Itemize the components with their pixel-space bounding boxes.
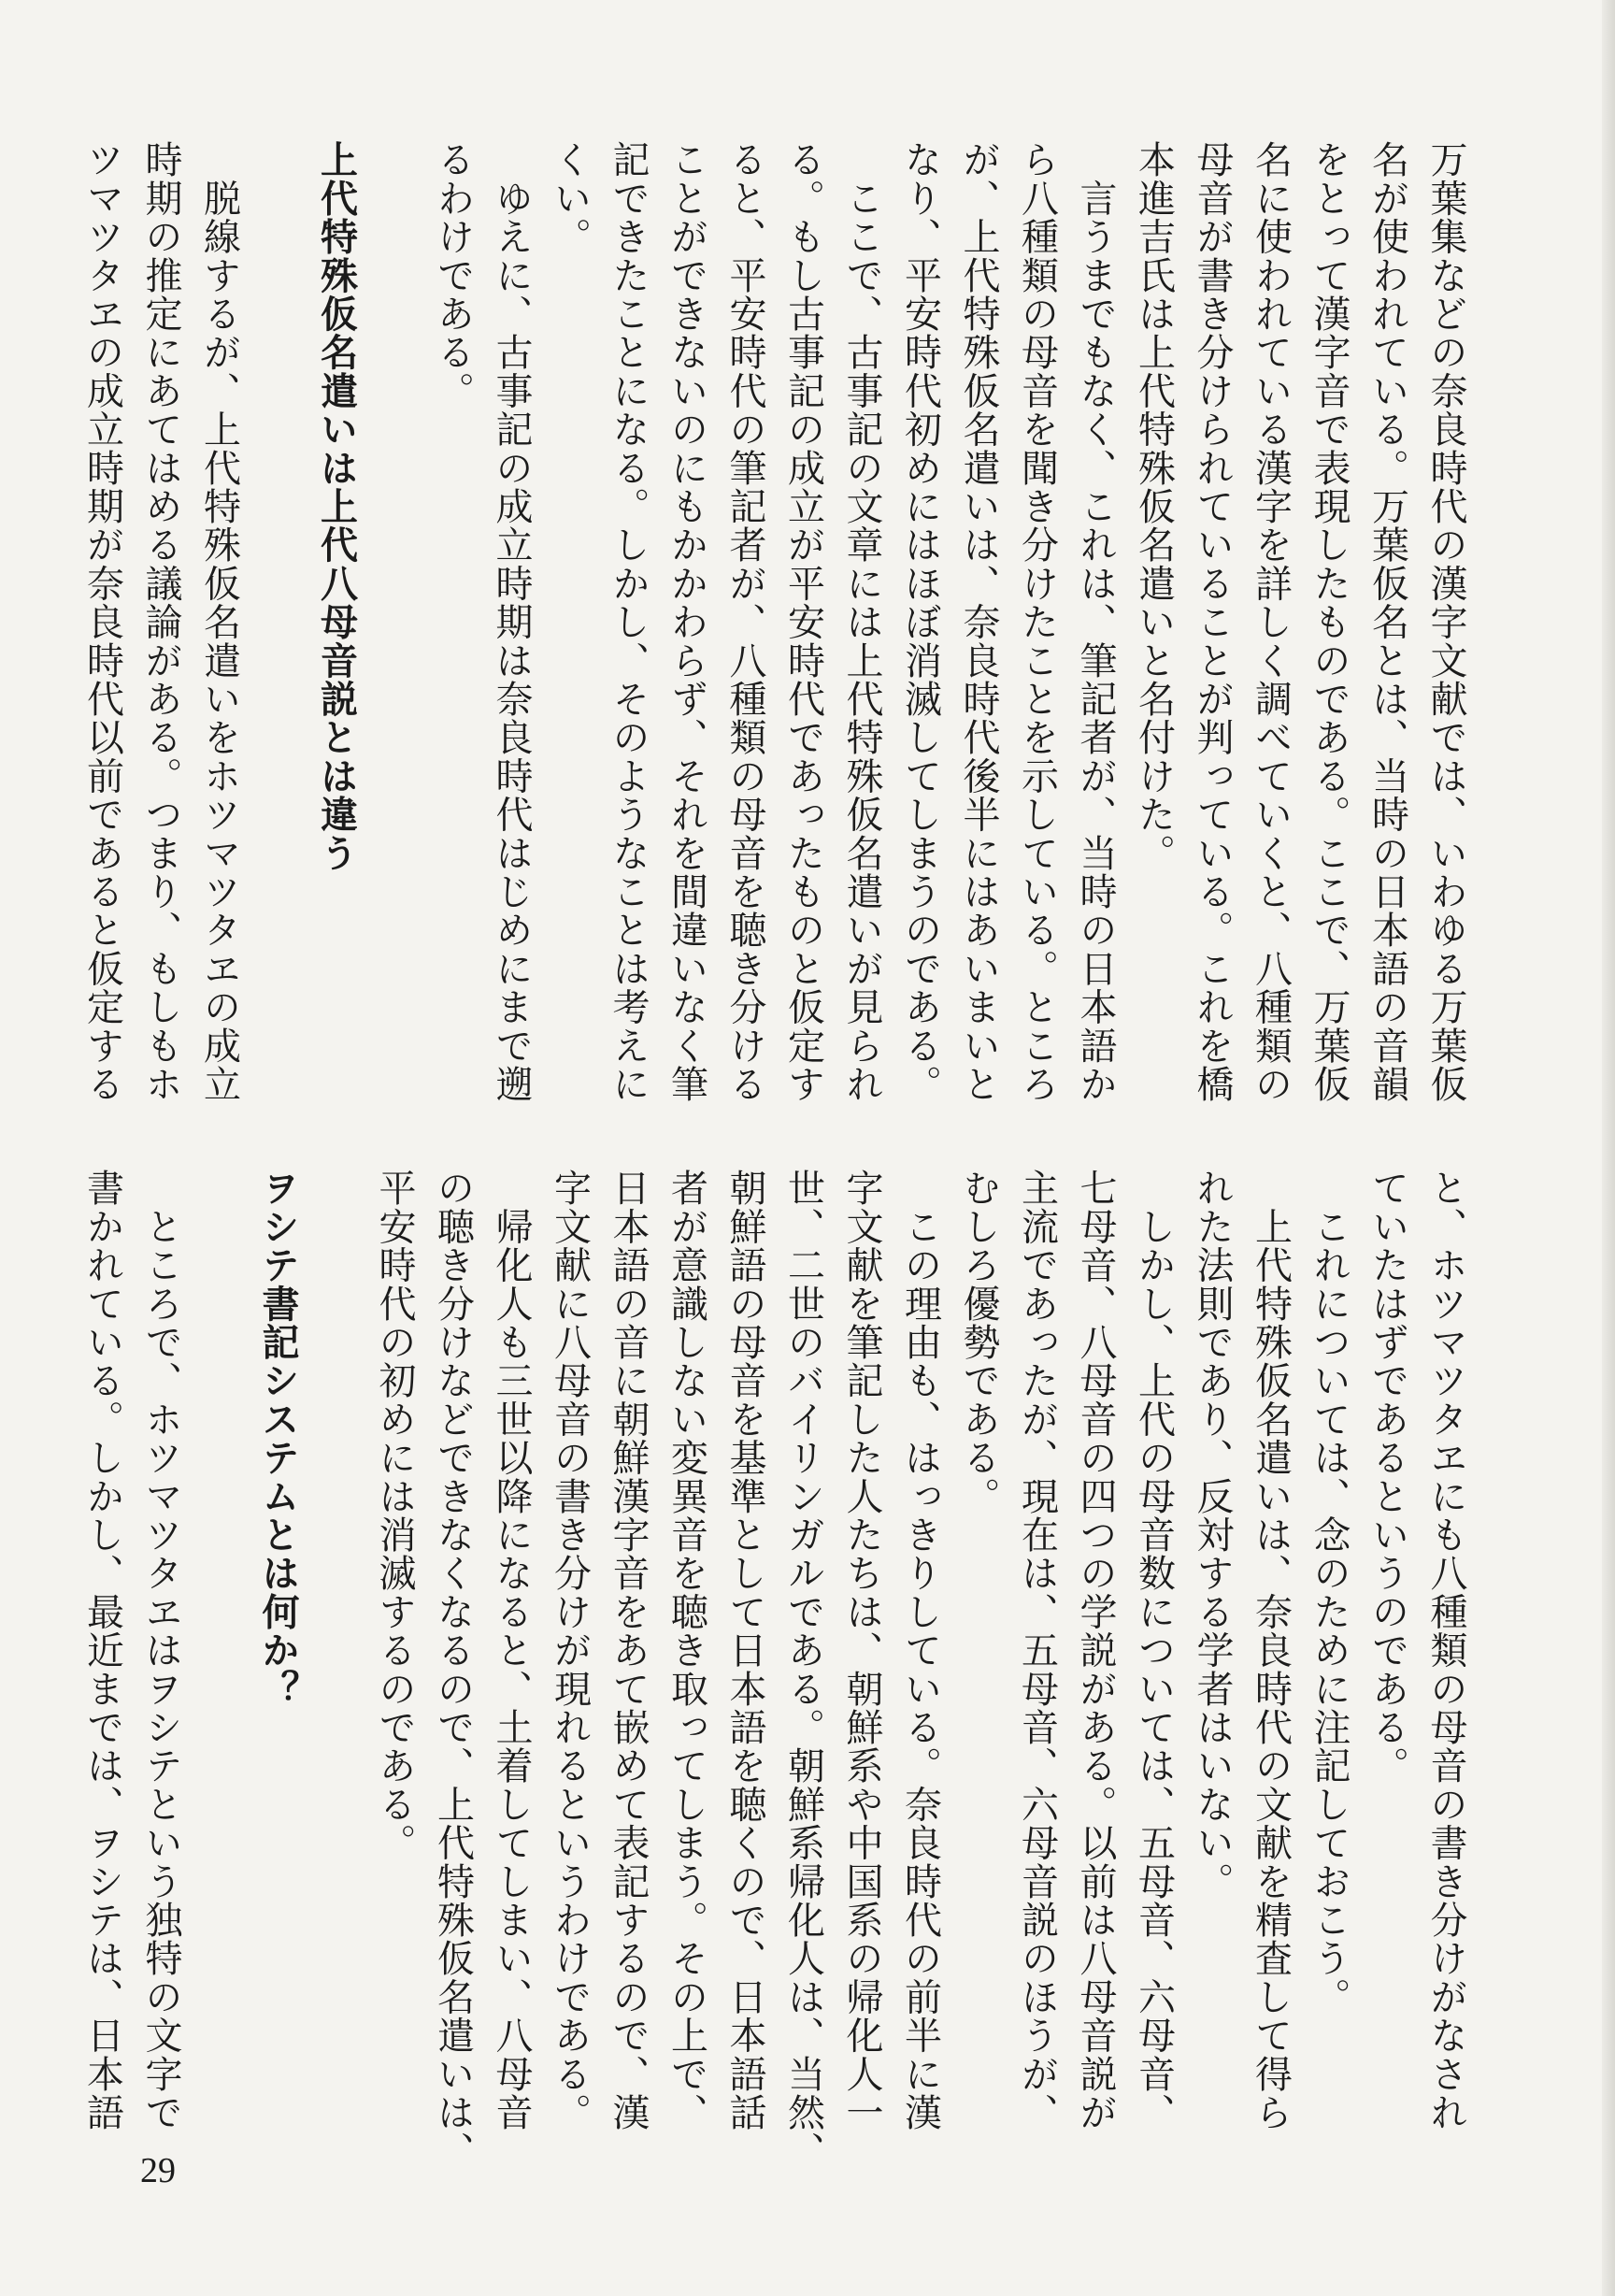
text-line: 脱線するが、上代特殊仮名遣いをホツマツタヱの成立	[197, 140, 241, 1103]
text-line: と、ホツマツタヱにも八種類の母音の書き分けがなされ	[1424, 1169, 1467, 2131]
text-line: をとって漢字音で表現したものである。ここで、万葉仮	[1308, 140, 1351, 1103]
text-line: が、上代特殊仮名遣いは、奈良時代後半にはあいまいと	[957, 140, 1000, 1103]
text-line: 平安時代の初めには消滅するのである。	[373, 1169, 416, 1862]
text-line: ると、平安時代の筆記者が、八種類の母音を聴き分ける	[723, 140, 766, 1103]
text-line: 名が使われている。万葉仮名とは、当時の日本語の音韻	[1365, 140, 1409, 1103]
text-line: くい。	[548, 140, 592, 256]
text-line: 時期の推定にあてはめる議論がある。つまり、もしもホ	[139, 140, 182, 1103]
blank-line	[307, 1169, 365, 2141]
section-heading: ヲシテ書記システムとは何か？	[256, 1169, 300, 1708]
text-line: 万葉集などの奈良時代の漢字文献では、いわゆる万葉仮	[1424, 140, 1467, 1103]
text-line: 本進吉氏は上代特殊仮名遣いと名付けた。	[1132, 140, 1176, 872]
text-line: 主流であったが、現在は、五母音、六母音説のほうが、	[1015, 1169, 1059, 2131]
text-line: 記できたことになる。しかし、そのようなことは考えに	[607, 140, 650, 1103]
text-line: 者が意識しない変異音を聴き取ってしまう。その上で、	[665, 1169, 708, 2131]
text-line: 母音が書き分けられていることが判っている。これを橋	[1191, 140, 1234, 1103]
text-line: 書かれている。しかし、最近までは、ヲシテは、日本語	[80, 1169, 124, 2131]
upper-text-block	[73, 140, 1475, 1112]
text-line: 世、二世のバイリンガルである。朝鮮系帰化人は、当然、	[781, 1169, 825, 2171]
text-line: ところで、ホツマツタヱはヲシテという独特の文字で	[139, 1169, 182, 2131]
text-line: る。もし古事記の成立が平安時代であったものと仮定す	[781, 140, 825, 1103]
text-line: 言うまでもなく、これは、筆記者が、当時の日本語か	[1074, 140, 1117, 1103]
text-line: 七母音、八母音の四つの学説がある。以前は八母音説が	[1074, 1169, 1117, 2131]
blank-line	[249, 140, 307, 1112]
section-heading: 上代特殊仮名遣いは上代八母音説とは違う	[314, 140, 359, 872]
text-line: ら八種類の母音を聞き分けたことを示している。ところ	[1015, 140, 1059, 1103]
text-line: の聴き分けなどできなくなるので、上代特殊仮名遣いは、	[431, 1169, 475, 2171]
page-number: 29	[140, 2151, 176, 2190]
text-line: むしろ優勢である。	[957, 1169, 1000, 1515]
text-line: れた法則であり、反対する学者はいない。	[1191, 1169, 1234, 1901]
text-line: この理由も、はっきりしている。奈良時代の前半に漢	[898, 1169, 942, 2131]
text-line: るわけである。	[431, 140, 475, 410]
text-line: ここで、古事記の文章には上代特殊仮名遣いが見られ	[840, 140, 883, 1103]
blank-line	[190, 1169, 249, 2141]
text-line: 朝鮮語の母音を基準として日本語を聴くので、日本語話	[723, 1169, 766, 2131]
text-line: なり、平安時代初めにはほぼ消滅してしまうのである。	[898, 140, 942, 1103]
blank-line	[365, 140, 424, 1112]
text-line: しかし、上代の母音数については、五母音、六母音、	[1132, 1169, 1176, 2131]
text-line: ことができないのにもかかわらず、それを間違いなく筆	[665, 140, 708, 1103]
text-line: 上代特殊仮名遣いは、奈良時代の文献を精査して得ら	[1249, 1169, 1293, 2131]
text-line: 名に使われている漢字を詳しく調べていくと、八種類の	[1249, 140, 1293, 1103]
text-line: ゆえに、古事記の成立時期は奈良時代はじめにまで遡	[490, 140, 533, 1103]
text-line: 帰化人も三世以降になると、土着してしまい、八母音	[490, 1169, 533, 2131]
text-line: ツマツタヱの成立時期が奈良時代以前であると仮定する	[80, 140, 124, 1103]
text-line: これについては、念のために注記しておこう。	[1308, 1169, 1351, 2016]
text-line: 日本語の音に朝鮮漢字音をあて嵌めて表記するので、漢	[607, 1169, 650, 2131]
text-line: 字文献を筆記した人たちは、朝鮮系や中国系の帰化人一	[840, 1169, 883, 2131]
text-line: ていたはずであるというのである。	[1365, 1169, 1409, 1786]
scan-edge-shadow	[1602, 0, 1615, 2296]
text-line: 字文献に八母音の書き分けが現れるというわけである。	[548, 1169, 592, 2131]
